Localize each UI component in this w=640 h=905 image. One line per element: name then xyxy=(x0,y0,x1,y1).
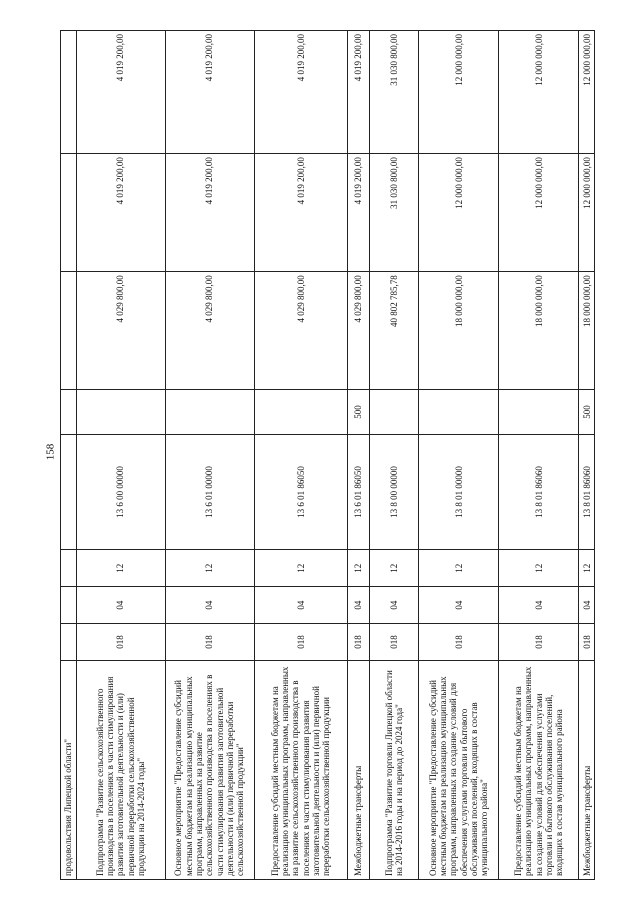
amount-cell: 4 019 200,00 xyxy=(254,154,347,272)
target-article-cell: 13 8 01 86060 xyxy=(499,434,579,550)
subsection-code-cell: 12 xyxy=(76,550,165,587)
section-code-cell: 04 xyxy=(348,587,370,624)
rotated-table-wrapper xyxy=(60,30,595,880)
expense-type-cell xyxy=(370,390,419,434)
amount-cell: 12 000 000,00 xyxy=(419,154,499,272)
table-row xyxy=(370,31,419,880)
table-row xyxy=(254,31,347,880)
amount-cell: 4 019 200,00 xyxy=(76,31,165,154)
target-article-cell: 13 6 01 00000 xyxy=(165,434,254,550)
section-code-cell: 04 xyxy=(76,587,165,624)
row-name-cell: Межбюджетные трансферты xyxy=(579,660,595,879)
row-name-cell: Предоставление субсидий местным бюджетам на реализацию муниципальных программ, направленных на развитие сельскохозяйственного производства в поселениях в части стимулирования развития заготовительной деятельности и (или) первичной переработки сельскохозяйственной продукции xyxy=(254,660,347,879)
section-code-cell: 04 xyxy=(254,587,347,624)
target-article-cell: 13 6 00 00000 xyxy=(76,434,165,550)
row-name-cell: Основное мероприятие "Предоставление субсидий местным бюджетам на реализацию муниципальных программ, направленных на развитие сельскохозяйственного производства в поселениях в части стимулирования развития заготовительной деятельности и (или) первичной переработки сельскохозяйственной продукции" xyxy=(165,660,254,879)
amount-cell: 12 000 000,00 xyxy=(579,31,595,154)
amount-cell: 40 802 785,78 xyxy=(370,272,419,390)
section-code-cell: 04 xyxy=(579,587,595,624)
amount-cell: 18 000 000,00 xyxy=(419,272,499,390)
target-article-cell: 13 6 01 86050 xyxy=(254,434,347,550)
amount-cell: 12 000 000,00 xyxy=(499,31,579,154)
budget-table xyxy=(60,30,595,880)
amount-cell: 18 000 000,00 xyxy=(579,272,595,390)
subsection-code-cell: 12 xyxy=(579,550,595,587)
target-article-cell: 13 8 01 86060 xyxy=(579,434,595,550)
expense-type-cell xyxy=(499,390,579,434)
expense-type-cell xyxy=(61,390,77,434)
subsection-code-cell: 12 xyxy=(499,550,579,587)
amount-cell: 12 000 000,00 xyxy=(579,154,595,272)
admin-code-cell: 018 xyxy=(76,624,165,661)
target-article-cell: 13 8 00 00000 xyxy=(370,434,419,550)
admin-code-cell: 018 xyxy=(348,624,370,661)
section-code-cell: 04 xyxy=(165,587,254,624)
admin-code-cell: 018 xyxy=(419,624,499,661)
amount-cell: 12 000 000,00 xyxy=(499,154,579,272)
amount-cell: 4 029 800,00 xyxy=(165,272,254,390)
target-article-cell xyxy=(61,434,77,550)
admin-code-cell: 018 xyxy=(579,624,595,661)
expense-type-cell xyxy=(165,390,254,434)
expense-type-cell: 500 xyxy=(579,390,595,434)
amount-cell xyxy=(61,154,77,272)
row-name-cell: Подпрограмма "Развитие сельскохозяйственного производства в поселениях в части стимулирования развития заготовительной деятельности и (или) первичной переработки сельскохозяйственной продукции на 2014-2024 годы" xyxy=(76,660,165,879)
subsection-code-cell: 12 xyxy=(419,550,499,587)
table-row xyxy=(579,31,595,880)
expense-type-cell xyxy=(76,390,165,434)
subsection-code-cell xyxy=(61,550,77,587)
admin-code-cell: 018 xyxy=(254,624,347,661)
amount-cell: 4 019 200,00 xyxy=(165,154,254,272)
amount-cell: 4 019 200,00 xyxy=(76,154,165,272)
amount-cell: 4 019 200,00 xyxy=(348,31,370,154)
section-code-cell xyxy=(61,587,77,624)
subsection-code-cell: 12 xyxy=(348,550,370,587)
document-sheet xyxy=(60,30,595,880)
page-number: 158 xyxy=(44,443,57,461)
admin-code-cell: 018 xyxy=(499,624,579,661)
subsection-code-cell: 12 xyxy=(165,550,254,587)
expense-type-cell xyxy=(254,390,347,434)
admin-code-cell: 018 xyxy=(370,624,419,661)
amount-cell: 4 029 800,00 xyxy=(348,272,370,390)
row-name-cell: Подпрограмма "Развитие торговли Липецкой области на 2014-2016 годы и на период до 2024 года" xyxy=(370,660,419,879)
table-row xyxy=(499,31,579,880)
row-name-cell: Предоставление субсидий местным бюджетам на реализацию муниципальных программ, направленных на создание условий для обеспечения услугами торговли и бытового обслуживания поселений, входящих в состав муниципального района xyxy=(499,660,579,879)
section-code-cell: 04 xyxy=(419,587,499,624)
amount-cell: 4 029 800,00 xyxy=(76,272,165,390)
admin-code-cell xyxy=(61,624,77,661)
section-code-cell: 04 xyxy=(499,587,579,624)
subsection-code-cell: 12 xyxy=(370,550,419,587)
target-article-cell: 13 8 01 00000 xyxy=(419,434,499,550)
amount-cell: 4 019 200,00 xyxy=(254,31,347,154)
expense-type-cell: 500 xyxy=(348,390,370,434)
amount-cell: 4 019 200,00 xyxy=(165,31,254,154)
target-article-cell: 13 6 01 86050 xyxy=(348,434,370,550)
row-name-cell: Основное мероприятие "Предоставление субсидий местным бюджетам на реализацию муниципальных программ, направленных на создание условий для обеспечения услугами торговли и бытового обслуживания поселений, входящих в состав муниципального района" xyxy=(419,660,499,879)
row-name-cell: Межбюджетные трансферты xyxy=(348,660,370,879)
expense-type-cell xyxy=(419,390,499,434)
subsection-code-cell: 12 xyxy=(254,550,347,587)
row-name-cell: продовольствия Липецкой области" xyxy=(61,660,77,879)
amount-cell: 4 029 800,00 xyxy=(254,272,347,390)
admin-code-cell: 018 xyxy=(165,624,254,661)
amount-cell xyxy=(61,31,77,154)
section-code-cell: 04 xyxy=(370,587,419,624)
table-row xyxy=(76,31,165,880)
amount-cell: 31 030 800,00 xyxy=(370,31,419,154)
amount-cell: 18 000 000,00 xyxy=(499,272,579,390)
table-row xyxy=(165,31,254,880)
table-row xyxy=(419,31,499,880)
amount-cell: 12 000 000,00 xyxy=(419,31,499,154)
table-row xyxy=(61,31,77,880)
table-row xyxy=(348,31,370,880)
amount-cell: 31 030 800,00 xyxy=(370,154,419,272)
amount-cell xyxy=(61,272,77,390)
amount-cell: 4 019 200,00 xyxy=(348,154,370,272)
